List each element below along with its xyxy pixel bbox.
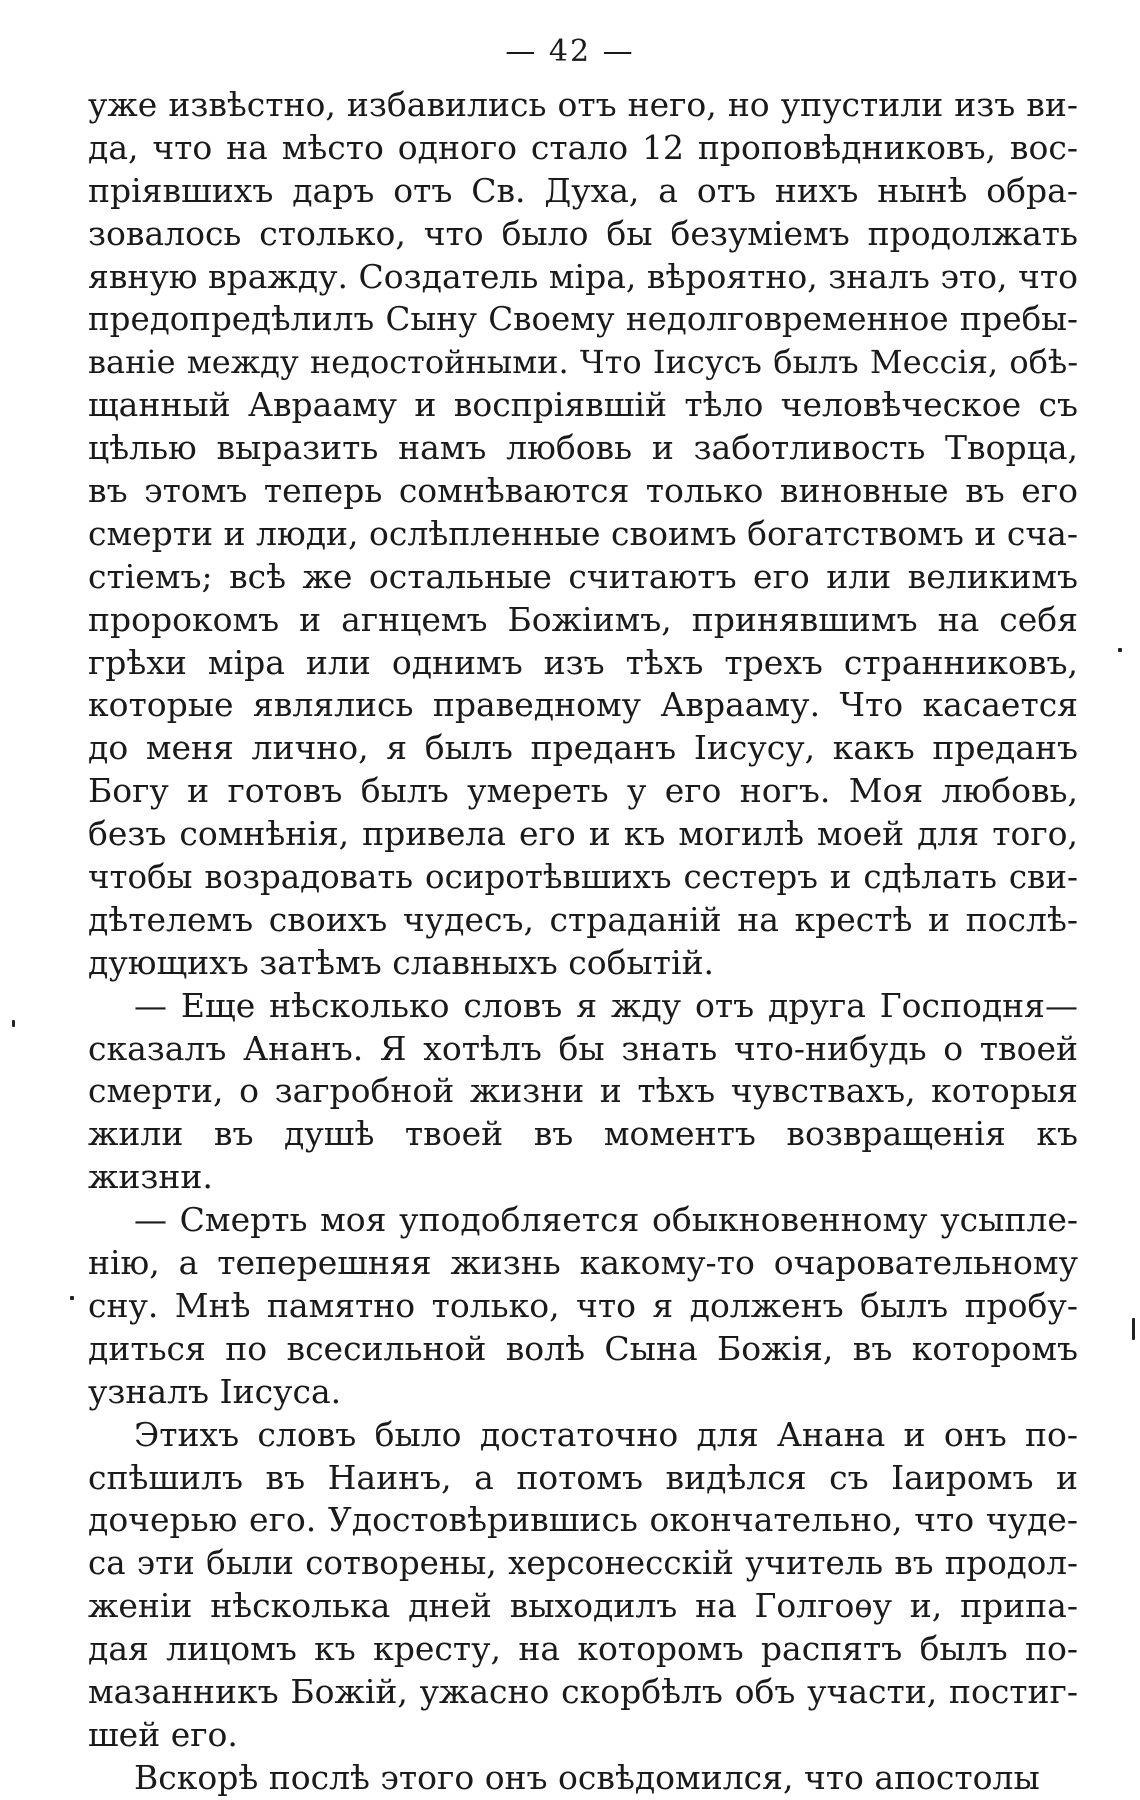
- body-text: [88, 84, 1078, 1800]
- text-line: дая лицомъ къ кресту, на которомъ распятъ былъ по-: [88, 1629, 1078, 1669]
- text-line: узналъ Іисуса.: [88, 1371, 342, 1411]
- text-line: спѣшилъ въ Наинъ, а потомъ видѣлся съ Іаиромъ и: [88, 1457, 1078, 1497]
- text-line: которые являлись праведному Аврааму. Что касается: [88, 685, 1078, 725]
- text-line: — Смерть моя уподобляется обыкновенному усыпле-: [134, 1200, 1078, 1240]
- text-line: — Еще нѣсколько словъ я жду отъ друга Господня—: [134, 985, 1078, 1025]
- text-line: въ этомъ теперь сомнѣваются только виновные въ его: [88, 471, 1078, 511]
- text-line: стіемъ; всѣ же остальные считаютъ его или великимъ: [88, 556, 1078, 596]
- text-line: дочерью его. Удостовѣрившись окончательно, что чуде-: [88, 1500, 1078, 1540]
- text-line: смерти, о загробной жизни и тѣхъ чувствахъ, которыя: [88, 1071, 1078, 1111]
- text-line: жизни.: [88, 1157, 213, 1197]
- paragraph-p2: [88, 985, 1078, 1199]
- text-line: диться по всесильной волѣ Сына Божія, въ которомъ: [88, 1328, 1078, 1368]
- text-line: до меня лично, я былъ преданъ Іисусу, какъ преданъ: [88, 728, 1078, 768]
- text-line: цѣлью выразить намъ любовь и заботливость Творца,: [88, 428, 1078, 468]
- text-line: нію, а теперешняя жизнь какому-то очаровательному: [88, 1243, 1078, 1283]
- text-line: да, что на мѣсто одного стало 12 проповѣдниковъ, вос-: [88, 127, 1078, 167]
- paragraph-p1: [88, 84, 1078, 985]
- text-line: шей его.: [88, 1714, 238, 1754]
- text-line: Вскорѣ послѣ этого онъ освѣдомился, что апостолы: [134, 1757, 1040, 1797]
- paragraph-p5: [88, 1757, 1078, 1800]
- text-line: предопредѣлилъ Сыну Своему недолговременное пребы-: [88, 300, 1078, 339]
- paragraph-p4: [88, 1414, 1078, 1757]
- text-line: явную вражду. Создатель міра, вѣроятно, зналъ это, что: [88, 256, 1078, 296]
- text-line: ваніе между недостойными. Что Іисусъ былъ Мессія, обѣ-: [88, 343, 1078, 382]
- text-line: щанный Аврааму и воспріявшій тѣло человѣческое съ: [88, 385, 1078, 425]
- text-line: безъ сомнѣнія, привела его и къ могилѣ моей для того,: [88, 814, 1078, 854]
- text-line: пророкомъ и агнцемъ Божіимъ, принявшимъ на себя: [88, 599, 1078, 639]
- text-line: сну. Мнѣ памятно только, что я долженъ былъ пробу-: [88, 1285, 1078, 1325]
- text-line: зовалось столько, что было бы безуміемъ продолжать: [88, 213, 1078, 253]
- text-line: пріявшихъ даръ отъ Св. Духа, а отъ нихъ нынѣ обра-: [88, 170, 1078, 210]
- text-line: мазанникъ Божій, ужасно скорбѣлъ объ участи, постиг-: [88, 1671, 1078, 1711]
- text-line: сказалъ Ананъ. Я хотѣлъ бы знать что-нибудь о твоей: [88, 1028, 1078, 1068]
- text-line: са эти были сотворены, херсонесскій учитель въ продол-: [88, 1544, 1078, 1583]
- scan-speck: [12, 1020, 15, 1027]
- paragraph-p3: [88, 1199, 1078, 1413]
- text-line: уже извѣстно, избавились отъ него, но упустили изъ ви-: [88, 85, 1078, 124]
- page-number: — 42 —: [505, 34, 635, 69]
- text-line: Богу и готовъ былъ умереть у его ногъ. Моя любовь,: [88, 771, 1078, 811]
- scan-speck: [1132, 1318, 1135, 1340]
- text-line: грѣхи міра или однимъ изъ тѣхъ трехъ странниковъ,: [88, 642, 1078, 682]
- text-line: дѣтелемъ своихъ чудесъ, страданій на крестѣ и послѣ-: [88, 899, 1078, 939]
- text-line: Этихъ словъ было достаточно для Анана и онъ по-: [134, 1414, 1078, 1454]
- text-line: женіи нѣсколька дней выходилъ на Голгоѳу и, припа-: [88, 1586, 1078, 1626]
- text-line: жили въ душѣ твоей въ моментъ возвращенія къ: [88, 1114, 1078, 1154]
- text-line: смерти и люди, ослѣпленные своимъ богатствомъ и сча-: [88, 513, 1078, 553]
- scan-speck: [70, 1296, 74, 1300]
- text-line: чтобы возрадовать осиротѣвшихъ сестеръ и сдѣлать сви-: [88, 858, 1078, 897]
- text-line: дующихъ затѣмъ славныхъ событій.: [88, 942, 715, 982]
- scan-speck: [1118, 648, 1122, 652]
